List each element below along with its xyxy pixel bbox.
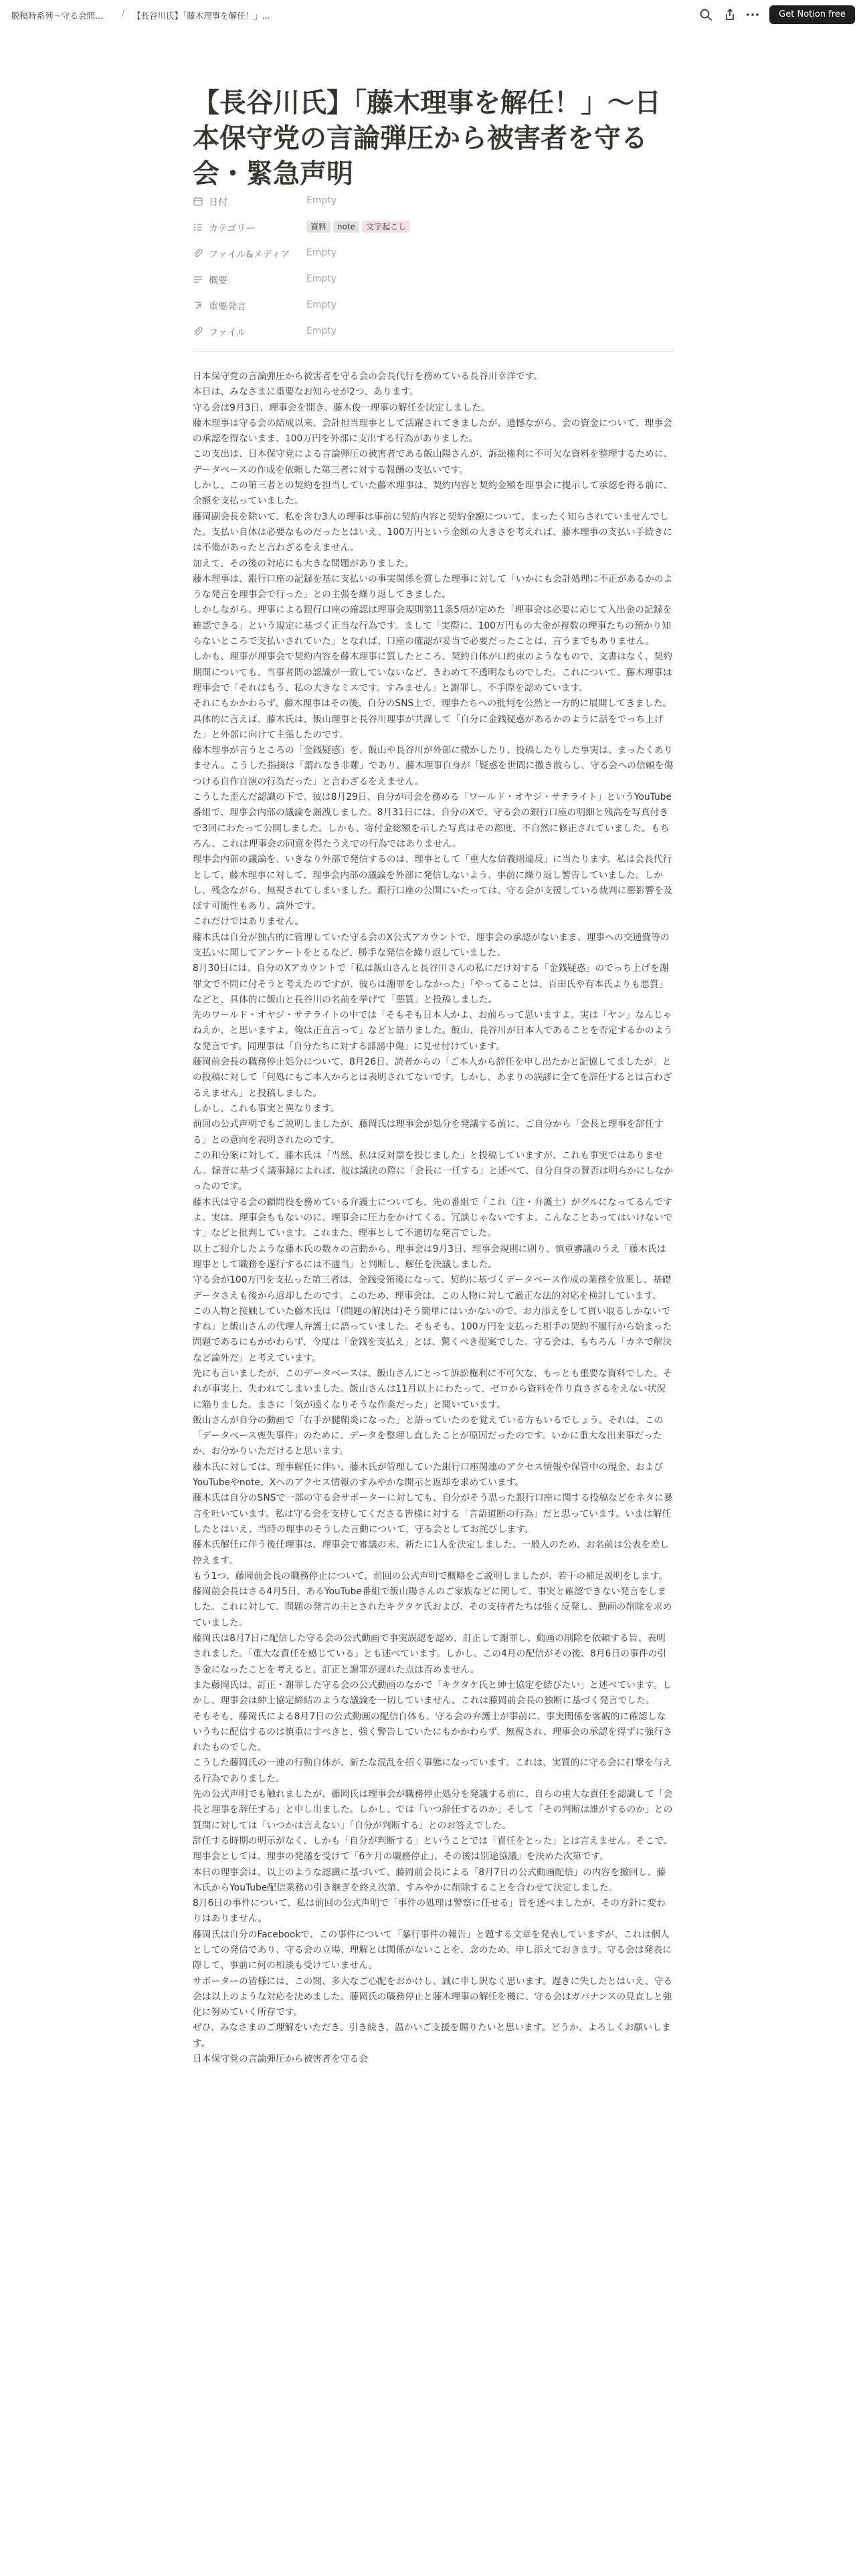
paragraph: この和分案に対して、藤木氏は「当然、私は反対票を投じました」と投稿していますが、これも事実ではありません。録音に基づく議事録によれば、彼は議決の際に「会長に一任する」と述べて、自分自身の賛否は明らかにしなかったのです。 — [193, 1150, 673, 1192]
breadcrumb-separator: / — [122, 9, 125, 19]
paragraph: サポーターの皆様には、この間、多大なご心配をおかけし、誠に申し訳なく思います。遅きに失したとはいえ、守る会は以上のような対応を決めました。藤岡氏の職務停止と藤木理事の解任を機に、守る会はガバナンスの見直しと強化に努めていく所存です。 — [193, 1975, 673, 2018]
share-icon[interactable] — [723, 7, 737, 22]
tag-transcription[interactable]: 文字起こし — [362, 221, 410, 233]
tag-shiryo[interactable]: 資料 — [306, 221, 330, 233]
paragraph: 守る会は9月3日、理事会を開き、藤木俊一理事の解任を決定しました。 — [193, 402, 490, 413]
paragraph: 藤岡前会長はさる4月5日、あるYouTube番組で飯山陽さんのご家族などに関して、事実と確認できない発言をしました。これに対して、問題の発言の主とされたキクタケ氏および、その支持者たちは強く反発し、動画の削除を求めていました。 — [193, 1586, 672, 1628]
page-title: 【長谷川氏】「藤木理事を解任！」〜日本保守党の言論弾圧から被害者を守る会・緊急声明 — [193, 88, 661, 189]
property-key-remarks[interactable] — [193, 298, 674, 313]
paragraph: 守る会が100万円を支払った第三者は、金銭受領後になって、契約に基づくデータベース作成の業務を放棄し、基礎データさえも後から返却したのです。このため、理事会は、この人物に対して厳正な法的対応を検討しています。 — [193, 1275, 672, 1301]
paragraph: 藤木理事は、銀行口座の記録を基に支払いの事実関係を質した理事に対して「いかにも会計処理に不正があるかのような発言を理事会で行った」との主張を繰り返してきました。 — [193, 573, 673, 601]
properties-divider — [193, 351, 674, 352]
paragraph: 8月6日の事件について、私は前回の公式声明で「事件の処理は警察に任せる」旨を述べましたが、その方針に変わりはありません。 — [193, 1898, 666, 1925]
paragraph: 藤岡氏は自分のFacebookで、この事件について「暴行事件の報告」と題する文章を発表していますが、これは個人としての発信であり、守る会の立場、理解とは関係がないことを、念のため、申し添えておきます。守る会は発表に際して、事前に何の相談も受けていません。 — [193, 1929, 672, 1971]
property-files-media[interactable] — [193, 246, 674, 261]
paragraph: 理事会内部の議論を、いきなり外部で発信するのは、理事として「重大な信義則違反」に当たります。私は会長代行として、藤木理事に対して、理事会内部の議論を外部に発信しないよう、事前に繰り返し警告していました。しかし、残念ながら、無視されてしまいました。銀行口座の公開にいたっては、守る会が支援している裁判に悪影響を及ぼす可能性もあり、論外です。 — [193, 854, 673, 912]
paragraph: 以上ご紹介したような藤木氏の数々の言動から、理事会は9月3日、理事会規則に則り、慎重審議のうえ「藤木氏は理事として職務を遂行するには不適当」と判断し、解任を決議しました。 — [193, 1243, 666, 1270]
paragraph: 辞任する時期の明示がなく、しかも「自分が判断する」ということでは「責任をとった」とは言えません。そこで、理事会としては、理事の発議を受けて「6ケ月の職務停止」、その後は別途協議」を決めた次第です。 — [193, 1835, 673, 1862]
paragraph: しかし、これも事実と異なります。 — [193, 1103, 340, 1114]
paragraph: 飯山さんが自分の動画で「右手が腱鞘炎になった」と語っていたのを覚えている方もいるでしょう。それは、この「データベース喪失事件」のために、データを整理し直したことが原因だったのです。いかに重大な出来事だったか、お分かりいただけると思います。 — [193, 1414, 664, 1457]
paragraph: 8月30日には、自分のXアカウントで「私は飯山さんと長谷川さんの私にだけ対する「金銭疑惑」のでっち上げを謝罪文で不問に付そうと考えたのですが、彼らは謝罪をしなかった」「やってることは、百田氏や有本氏よりも悪質」などと、具体的に飯山と長谷川の名前を挙げて「悪質」と投稿しました。 — [193, 963, 669, 1005]
text-icon — [193, 274, 203, 285]
paragraph: 藤木氏解任に伴う後任理事は、理事会で審議の末、新たに1人を決定しました。一般人のため、お名前は公表を差し控えます。 — [193, 1539, 669, 1566]
calendar-icon — [193, 196, 203, 207]
arrow-up-right-icon — [193, 300, 203, 311]
category-tags[interactable] — [306, 221, 413, 233]
paragraph: ぜひ、みなさまのご理解をいただき、引き続き、温かいご支援を賜りたいと思います。どうか、よろしくお願いします。 — [193, 2022, 671, 2049]
paragraph: 日本保守党の言論弾圧から被害者を守る会の会長代行を務めている長谷川幸洋です。 — [193, 371, 543, 382]
paragraph: 先のワールド・オヤジ・サテライトの中では「そもそも日本人かよ、お前らって思いますよ。実は「ヤン」なんじゃねえか、と思いますよ。俺は正直言って」などと語りました。飯山、長谷川が日本人であることを否定するかのような発言です。同理事は「自分たちに対する誹謗中傷」に見せ付けています。 — [193, 1010, 673, 1052]
paragraph: そもそも、藤岡氏による8月7日の公式動画の配信自体も、守る会の弁護士が事前に、事実関係を客観的に確認しないうちに配信するのは慎重にすべきと、強く警告していたにもかかわらず、無視され、理事会の承認を得ずに強行されたものでした。 — [193, 1711, 672, 1753]
paragraph: 本日の理事会は、以上のような認識に基づいて、藤岡前会長による「8月7日の公式動画配信」の内容を撤回し、藤木氏からYouTube配信業務の引き継ぎを終え次第、すみやかに削除することを合わせて決定しました。 — [193, 1866, 666, 1893]
paragraph: こうした藤岡氏の一連の行動自体が、新たな混乱を招く事態になっています。これは、実質的に守る会に打撃を与える行為でありました。 — [193, 1757, 672, 1784]
paperclip-icon — [193, 326, 203, 337]
paragraph: 藤木理事は守る会の結成以来、会計担当理事として活躍されてきましたが、遺憾ながら、会の資金について、理事会の承認を得ないまま、100万円を外部に支出する行為がありました。 — [193, 417, 672, 445]
breadcrumb-current[interactable]: 【長谷川氏】「藤木理事を解任！」... — [132, 11, 270, 21]
property-value[interactable]: Empty — [306, 247, 337, 258]
paragraph: こうした歪んだ認識の下で、彼は8月29日、自分が司会を務める「ワールド・オヤジ・サテライト」というYouTube番組で、理事会内部の議論を漏洩しました。8月31日には、自分のXで、守る会の銀行口座の明細と残高を写真付きで3回にわたって公開しました。しかも、寄付金総額を示した写真はその都度、不自然に修正されていました。もちろん、これは理事会の同意を得たうえでの行為ではありません。 — [193, 792, 672, 849]
property-date[interactable] — [193, 194, 674, 209]
paperclip-icon — [193, 248, 203, 259]
paragraph: 藤岡副会長を除いて、私を含む3人の理事は事前に契約内容と契約金額について、まったく知らされていませんでした。支払い自体は必要なものだったとはいえ、100万円という金額の大きさを考えれば、藤木理事の支払い手続きには不備があったと言わざるをえません。 — [193, 511, 673, 554]
paragraph: 本日は、みなさまに重要なお知らせが2つ、あります。 — [193, 387, 419, 398]
paragraph: 前回の公式声明でもご説明しましたが、藤岡氏は理事会が処分を発議する前に、ご自分から「会長と理事を辞任する」との意向を表明されたのです。 — [193, 1119, 664, 1146]
paragraph: もう1つ、藤岡前会長の職務停止について、前回の公式声明で概略をご説明しましたが、若干の補足説明をします。 — [193, 1570, 668, 1582]
paragraph: この人物と接触していた藤木氏は「(問題の解決は)そう簡単にはいかないので、お力添えをして買い取るしかないですね」と飯山さんの代理人弁護士に語っていました。そもそも、100万円を支払った相手の契約不履行から始まった問題であるにもかかわらず、今度は「金銭を支払え」とは、驚くべき提案でした。守る会は、もちろん「カネで解決など論外だ」と考えています。 — [193, 1305, 672, 1364]
property-value[interactable]: Empty — [306, 326, 337, 336]
paragraph: 藤木氏は自分のSNSで一部の守る会サポーターに対しても、自分がそう思った銀行口座に関する投稿などをネタに暴言を吐いています。私は守る会を支持してくださる皆様に対する「言語道断の行為」だと思っています。いまは解任したとはいえ、当時の理事のそうした言動について、守る会としてお詫びします。 — [193, 1493, 673, 1535]
property-value[interactable]: Empty — [306, 300, 337, 310]
get-notion-free-button[interactable]: Get Notion free — [769, 5, 855, 24]
tag-note[interactable]: note — [333, 221, 359, 233]
paragraph: この支出は、日本保守党による言論弾圧の被害者である飯山陽さんが、訴訟権利に不可欠な資料を整理するために、データベースの作成を依頼した第三者に対する報酬の支払いです。 — [193, 449, 673, 475]
paragraph: 藤木氏に対しては、理事解任に伴い、藤木氏が管理していた銀行口座関連のアクセス情報や保管中の現金、およびYouTubeやnote、Xへのアクセス情報のすみやかな開示と返却を求めています。 — [193, 1461, 664, 1489]
paragraph: しかしながら、理事による銀行口座の確認は理事会規則第11条5項が定めた「理事会は必要に応じて入出金の記録を確認できる」という規定に基づく正当な行為です。まして「実際に、100万円もの大金が複数の理事たちの預かり知らないところで支払いされていた」となれば、口座の確認が妥当で必要だったことは、言うまでもありません。 — [193, 605, 672, 647]
list-icon — [193, 222, 203, 233]
paragraph: 加えて、その後の対応にも大きな問題がありました。 — [193, 558, 414, 569]
property-label: 重要発言 — [209, 302, 246, 312]
paragraph: 藤木理事が言うところの「金銭疑惑」を、飯山や長谷川が外部に撒かしたり、投稿したりした事実は、まったくありません。こうした指摘は「謂れなき非難」であり、藤木理事自身が「疑惑を世間に撒き散らし、守る会への信頼を傷つける自作自演の行為だった」と言わざるをえません。 — [193, 745, 674, 787]
page-content — [193, 369, 674, 2067]
paragraph: 日本保守党の言論弾圧から被害者を守る会 — [193, 2054, 369, 2065]
paragraph: また藤岡氏は、訂正・謝罪した守る会の公式動画のなかで「キクタケ氏と紳士協定を結びたい」と述べています。しかし、理事会は紳士協定締結のような議論を一切していません。これは藤岡前会長の独断に基づく発言でした。 — [193, 1679, 672, 1707]
property-label: カテゴリー — [209, 223, 256, 234]
paragraph: これだけではありません。 — [193, 916, 304, 928]
property-summary[interactable] — [193, 272, 674, 287]
paragraph: 先の公式声明でも触れましたが、藤岡氏は理事会が職務停止処分を発議する前に、自らの重大な責任を認識して「会長と理事を辞任する」と申し出ました。しかし、では「いつ辞任するのか」そして「その判断は誰がするのか」との質問に対しては「いつかは言えない」「自分が判断する」とのお答えでした。 — [193, 1789, 673, 1831]
paragraph: それにもかかわらず、藤木理事はその後、自分のSNS上で、理事たちへの批判を公然と一方的に展開してきました。具体的に言えば、藤木氏は、飯山理事と長谷川理事が共謀して「自分に金銭疑惑があるかのように話をでっち上げた」と外部に向けて主張したのです。 — [193, 698, 672, 740]
property-label: 日付 — [209, 197, 227, 208]
paragraph: 藤岡氏は8月7日に配信した守る会の公式動画で事実誤認を認め、訂正して謝罪し、動画の削除を依頼する旨、表明されました。「重大な責任を感じている」とも述べています。しかし、この4月の配信がその後、8月6日の事件の引き金になったことを考えると、訂正と謝罪が遅れた点は否めません。 — [193, 1633, 667, 1675]
more-icon[interactable] — [745, 7, 760, 22]
paragraph: 先にも言いましたが、このデータベースは、飯山さんにとって訴訟権利に不可欠な、もっとも重要な資料でした。それが事実上、失われてしまいました。飯山さんは11月以上にわたって、ゼロから資料を作り直さざるをえない状況に陥りました。まさに「気が遠くなりそうな作業だった」と聞いています。 — [193, 1368, 672, 1410]
property-label: ファイル&メディア — [209, 249, 290, 260]
property-value[interactable]: Empty — [306, 195, 337, 206]
property-label: ファイル — [209, 328, 246, 338]
property-category[interactable] — [193, 220, 674, 235]
paragraph: 藤岡前会長の職務停止処分について、8月26日、読者からの「ご本人から辞任を申し出たかと記憶してましたが」との投稿に対して「何処にもご本人からとは表明されてないです。しかし、あまりの誤謬に全てを辞任するとは言わざるえません」と投稿しました。 — [193, 1057, 672, 1099]
paragraph: 藤木氏は守る会の顧問役を務めている弁護士についても、先の番組で「これ（注・弁護士）がグルになってるんですよ、実は。理事会ももないのに、理事会に圧力をかけてくる。冗談じゃないですよ。こんなことあってはいけないです」などと批判しています。これまた、理事として不適切な発言でした。 — [193, 1196, 673, 1239]
property-label: 概要 — [209, 276, 227, 286]
breadcrumb-parent[interactable]: 脱稿時系列～守る会問... — [11, 11, 103, 21]
paragraph: しかし、この第三者との契約を担当していた藤木理事は、契約内容と契約金額を理事会に提示して承認を得る前に、全額を支払っていました。 — [193, 480, 673, 507]
paragraph: 藤木氏は自分が独占的に管理していた守る会のX公式アカウントで、理事会の承認がないまま、理事への交通費等の支払いに関してアンケートをとるなど、勝手な発信を繰り返していました。 — [193, 932, 670, 958]
search-icon[interactable] — [698, 7, 713, 22]
property-file[interactable] — [193, 324, 674, 339]
property-value[interactable]: Empty — [306, 274, 337, 284]
top-bar — [0, 0, 859, 29]
paragraph: しかも、理事が理事会で契約内容を藤木理事に質したところ、契約自体が口約束のようなもので、文書はなく、契約期間についても、当事者間の認識が一致していないなど、きわめて不透明なものでした。これについて、藤木理事は理事会で「それはもう、私の大きなミスです。すみません」と謝罪し、不手際を認めています。 — [193, 651, 672, 693]
